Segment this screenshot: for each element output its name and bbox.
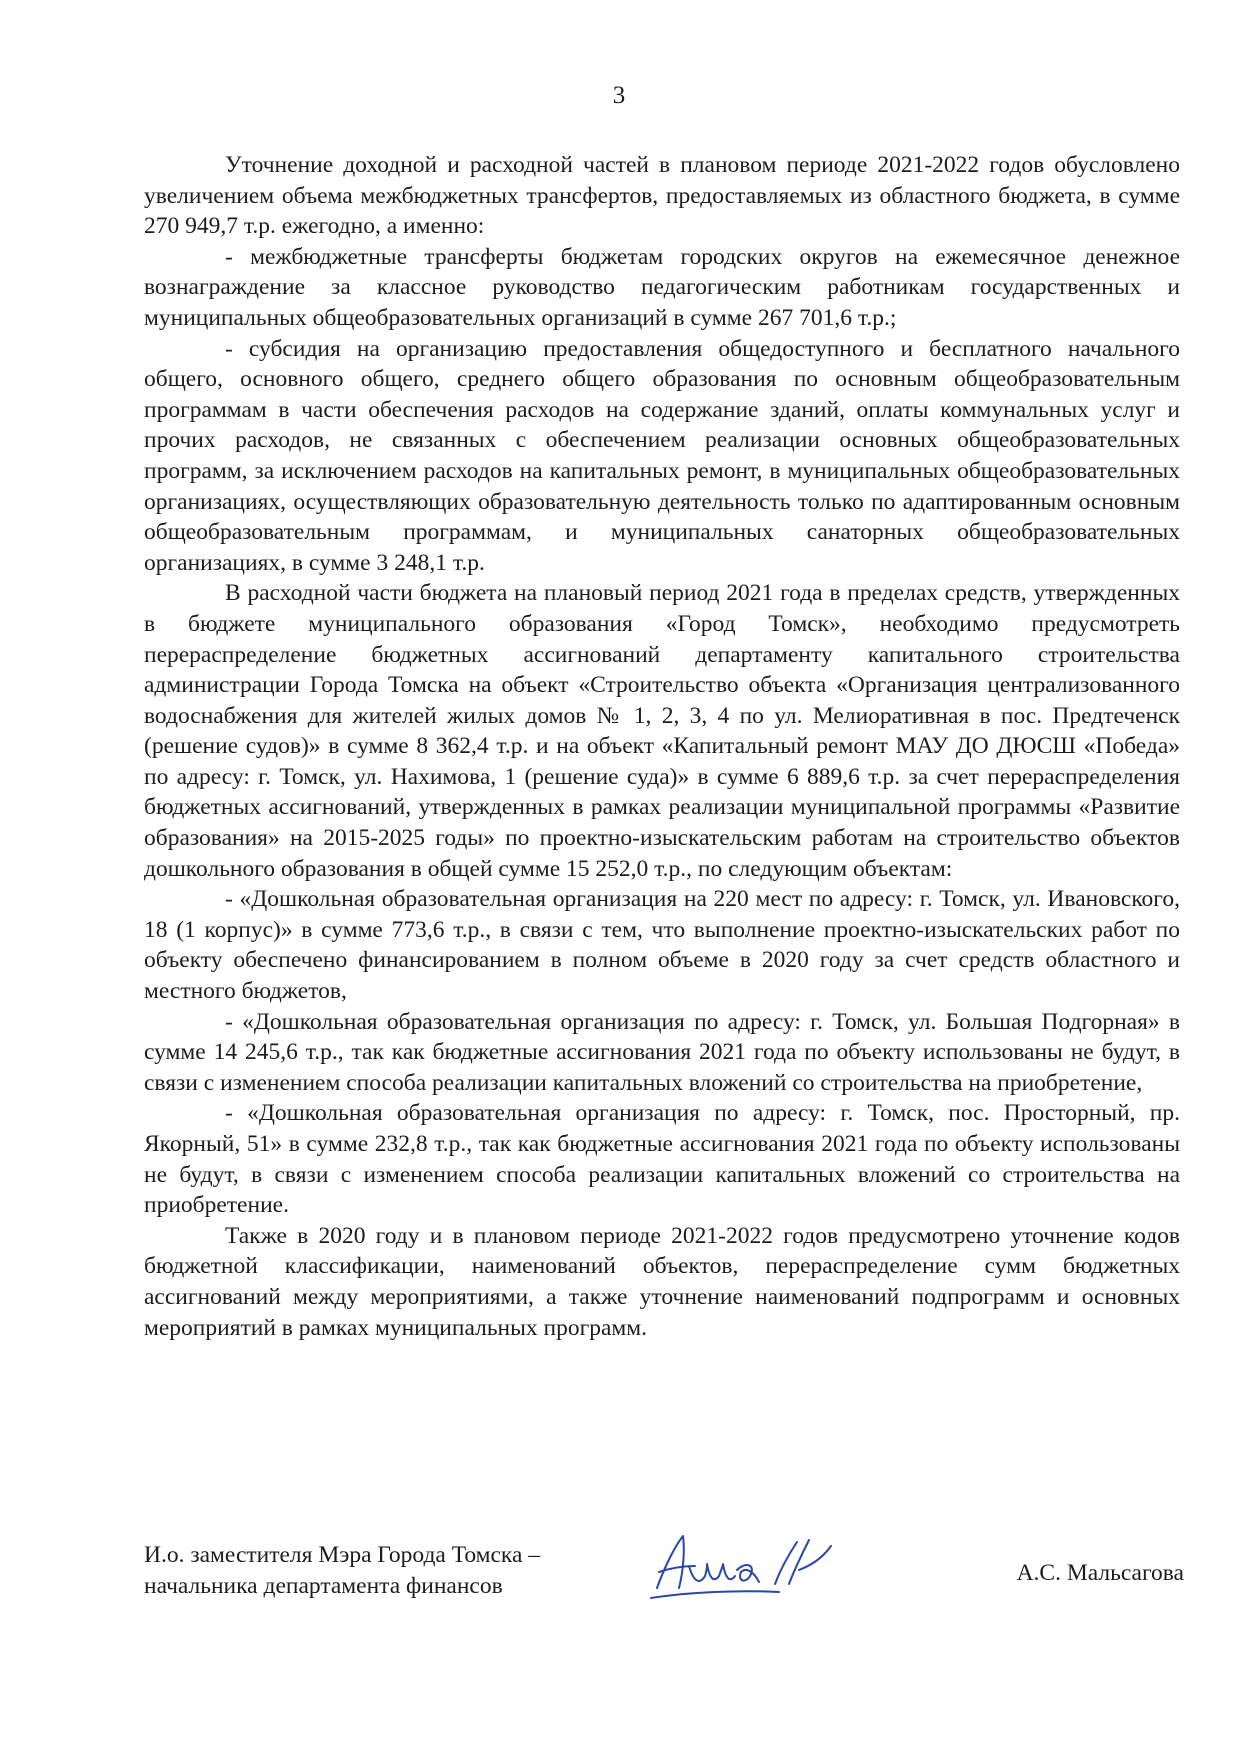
signer-title-line-2: начальника департамента финансов <box>144 1573 503 1599</box>
paragraph-object-ivanovskogo: - «Дошкольная образовательная организация на 220 мест по адресу: г. Томск, ул. Ивановского, 18 (1 корпус)» в сумме 773,6 т.р., в связи с тем, что выполнение проектно-изыскательских работ по объекту обеспечено финансированием в полном объеме в 2020 году за счет средств областного и местного бюджетов, <box>144 886 1180 1005</box>
signer-title-line-1: И.о. заместителя Мэра Города Томска – <box>144 1542 541 1568</box>
signer-name: А.С. Мальсагова <box>1016 1560 1184 1586</box>
signer-title <box>144 1540 624 1602</box>
paragraph-subsidy: - субсидия на организацию предоставления общедоступного и бесплатного начального общего, основного общего, среднего общего образования по основным общеобразовательным программам в части обеспечения расходов на содержание зданий, оплаты коммунальных услуг и прочих расходов, не связанных с обеспечением реализации основных общеобразовательных программ, за исключением расходов на капитальных ремонт, в муниципальных общеобразовательных организациях, осуществляющих образовательную деятельность только по адаптированным основным общеобразовательным программам, и муниципальных санаторных общеобразовательных организациях, в сумме 3 248,1 т.р. <box>144 335 1180 576</box>
paragraph-interbudget-transfers: - межбюджетные трансферты бюджетам городских округов на ежемесячное денежное вознаграждение за классное руководство педагогическим работникам государственных и муниципальных общеобразовательных организаций в сумме 267 701,6 т.р.; <box>144 243 1180 331</box>
page-number: 3 <box>612 82 626 109</box>
paragraph-classification-refinement: Также в 2020 году и в плановом периоде 2021-2022 годов предусмотрено уточнение кодов бюджетной классификации, наименований объектов, перераспределение сумм бюджетных ассигнований между мероприятиями, а также уточнение наименований подпрограмм и основных мероприятий в рамках муниципальных программ. <box>144 1222 1180 1341</box>
paragraph-object-bolshaya-podgornaya: - «Дошкольная образовательная организация по адресу: г. Томск, ул. Большая Подгорная» в сумме 14 245,6 т.р., так как бюджетные ассигнования 2021 года по объекту использованы не будут, в связи с изменением способа реализации капитальных вложений со строительства на приобретение, <box>144 1008 1180 1096</box>
paragraph-object-prostorny: - «Дошкольная образовательная организация по адресу: г. Томск, пос. Просторный, пр. Якорный, 51» в сумме 232,8 т.р., так как бюджетные ассигнования 2021 года по объекту использованы не будут, в связи с изменением способа реализации капитальных вложений со строительства на приобретение. <box>144 1100 1180 1219</box>
handwritten-signature <box>649 1526 879 1606</box>
document-body <box>144 150 1180 1343</box>
paragraph-expenditure-redistribution: В расходной части бюджета на плановый период 2021 года в пределах средств, утвержденных в бюджете муниципального образования «Город Томск», необходимо предусмотреть перераспределение бюджетных ассигнований департаменту капитального строительства администрации Города Томска на объект «Строительство объекта «Организация централизованного водоснабжения для жителей жилых домов № 1, 2, 3, 4 по ул. Мелиоративная в пос. Предтеченск (решение судов)» в сумме 8 362,4 т.р. и на объект «Капитальный ремонт МАУ ДО ДЮСШ «Победа» по адресу: г. Томск, ул. Нахимова, 1 (решение суда)» в сумме 6 889,6 т.р. за счет перераспределения бюджетных ассигнований, утвержденных в рамках реализации муниципальной программы «Развитие образования» на 2015-2025 годы» по проектно-изыскательским работам на строительство объектов дошкольного образования в общей сумме 15 252,0 т.р., по следующим объектам: <box>144 580 1180 882</box>
signature-block <box>144 1540 1184 1620</box>
paragraph-budget-refinement: Уточнение доходной и расходной частей в плановом периоде 2021-2022 годов обусловлено увеличением объема межбюджетных трансфертов, предоставляемых из областного бюджета, в сумме 270 949,7 т.р. ежегодно, а именно: <box>144 152 1180 240</box>
